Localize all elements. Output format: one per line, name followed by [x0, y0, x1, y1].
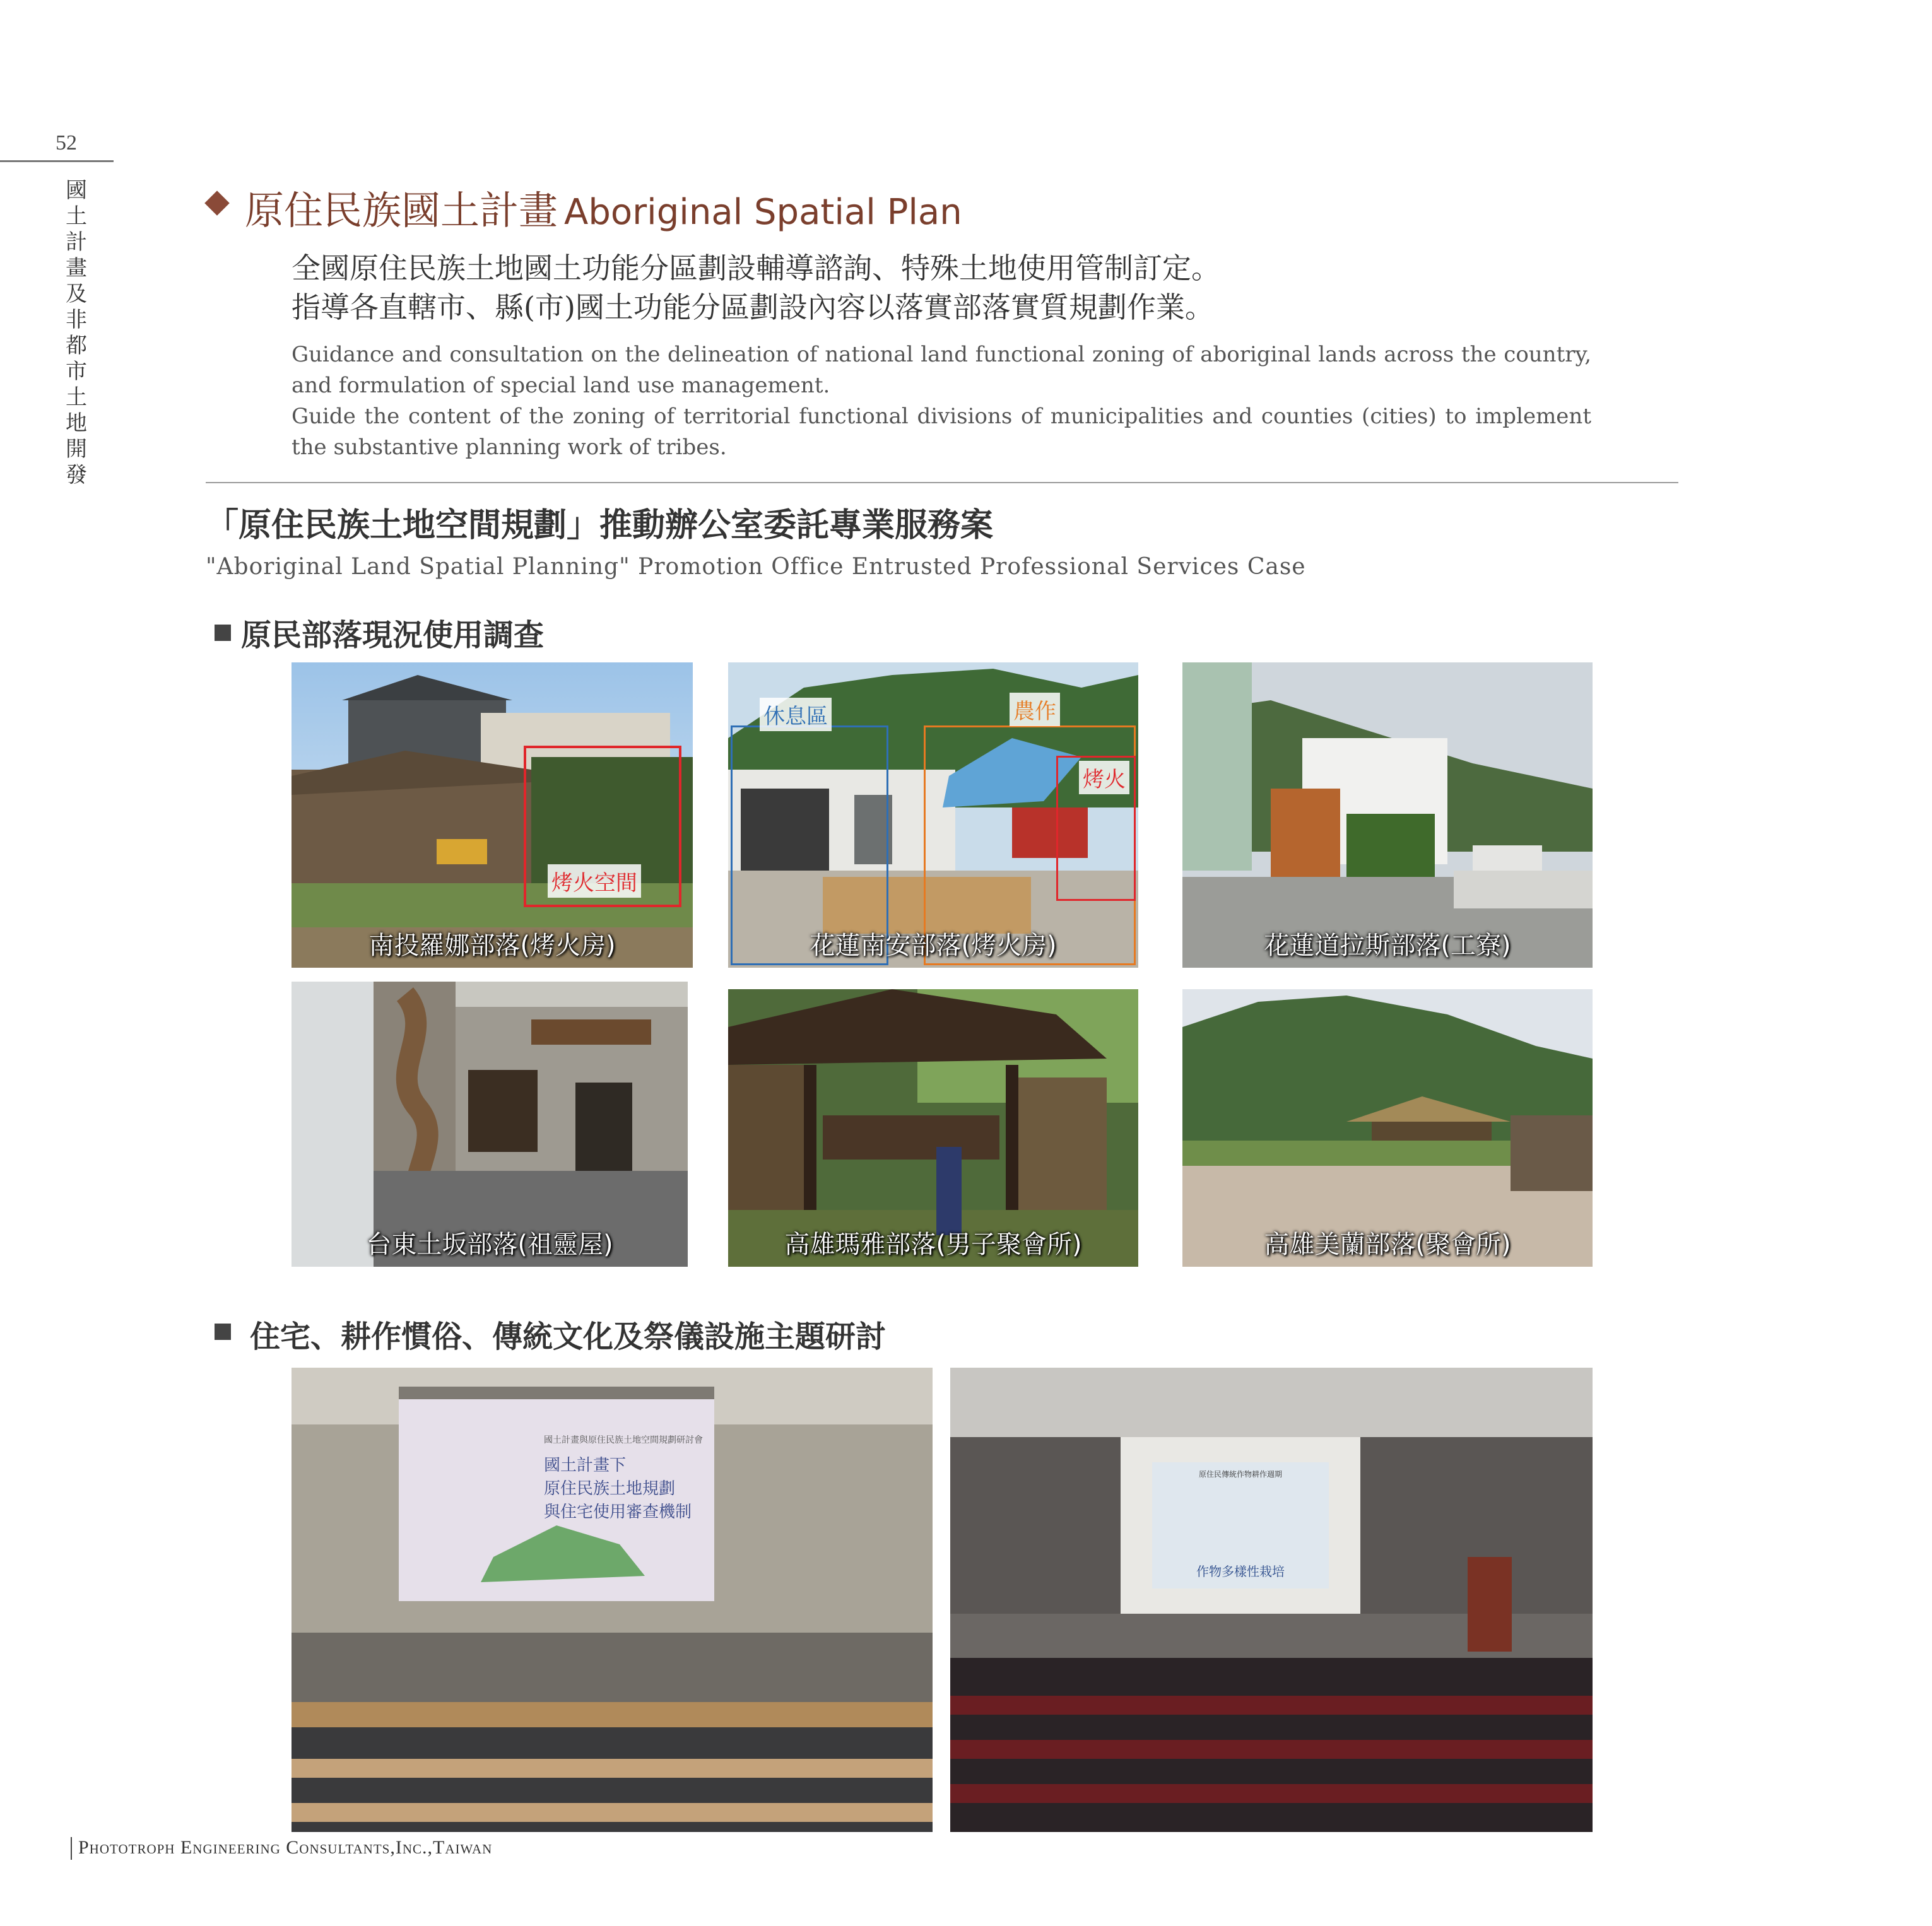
photo-seminar-panel	[292, 1368, 933, 1832]
projected-slide-text-right	[1152, 1469, 1329, 1580]
seminar-heading: 住宅、耕作慣俗、傳統文化及祭儀設施主題研討	[250, 1319, 886, 1354]
square-bullet-icon	[215, 625, 231, 641]
photo-nantou-luona	[292, 662, 693, 968]
photo-caption: 花蓮道拉斯部落(工寮)	[1264, 931, 1511, 960]
square-bullet-icon	[215, 1324, 231, 1340]
photo-taitung-tuban	[292, 982, 688, 1267]
tag-fire: 烤火	[1079, 761, 1129, 794]
intro-english	[292, 339, 1591, 463]
slide-line3: 與住宅使用審查機制	[544, 1503, 692, 1522]
photo-seminar-lecture	[950, 1368, 1593, 1832]
slide-right-bottom-text: 作物多樣性栽培	[1196, 1564, 1285, 1579]
slide-small-title: 國土計畫與原住民族土地空間規劃研討會	[544, 1435, 703, 1445]
photo-caption: 高雄瑪雅部落(男子聚會所)	[784, 1230, 1082, 1259]
case-title-zh: 「原住民族土地空間規劃」推動辦公室委託專業服務案	[206, 506, 994, 544]
photo-caption: 花蓮南安部落(烤火房)	[810, 931, 1057, 960]
section-title-zh: 原住民族國土計畫	[245, 187, 558, 233]
tag-farming: 農作	[1010, 693, 1060, 726]
footer-company: Phototroph Engineering Consultants,Inc.,Taiwan	[78, 1837, 493, 1858]
slide-line1: 國土計畫下	[544, 1456, 627, 1475]
slide-right-small-title: 原住民傳統作物耕作週期	[1198, 1470, 1282, 1479]
section-divider	[206, 482, 1678, 483]
projected-slide-text	[544, 1433, 746, 1522]
intro-zh-line1: 全國原住民族土地國土功能分區劃設輔導諮詢、特殊土地使用管制訂定。	[292, 251, 1220, 285]
section-title-en: Aboriginal Spatial Plan	[564, 192, 962, 233]
page-number: 52	[56, 131, 77, 155]
photo-kaohsiung-meilan	[1182, 989, 1593, 1267]
photo-caption: 高雄美蘭部落(聚會所)	[1264, 1230, 1511, 1259]
photo-hualien-daolasi-image	[1182, 662, 1593, 968]
slide-line2: 原住民族土地規劃	[544, 1479, 676, 1498]
case-title-en: "Aboriginal Land Spatial Planning" Promotion Office Entrusted Professional Services Case	[206, 554, 1306, 580]
photo-hualien-nanan	[728, 662, 1138, 968]
photo-caption: 南投羅娜部落(烤火房)	[368, 931, 616, 960]
photo-seminar-lecture-image	[950, 1368, 1593, 1832]
photo-hualien-daolasi	[1182, 662, 1593, 968]
intro-en-para1: Guidance and consultation on the delineation of national land functional zoning of aboriginal lands across the country, and formulation of special land use management.	[292, 342, 1591, 398]
footer-bar	[71, 1837, 72, 1860]
intro-en-para2: Guide the content of the zoning of territorial functional divisions of municipalities and counties (cities) to implement the substantive planning work of tribes.	[292, 404, 1591, 460]
photo-kaohsiung-maya	[728, 989, 1138, 1267]
diamond-bullet-icon	[204, 191, 230, 216]
intro-chinese	[292, 249, 1220, 327]
tag-fire-space: 烤火空間	[548, 864, 641, 898]
photo-caption: 台東土坂部落(祖靈屋)	[366, 1230, 613, 1259]
page-number-rule	[0, 160, 114, 162]
intro-zh-line2: 指導各直轄市、縣(市)國土功能分區劃設內容以落實部落實質規劃作業。	[292, 290, 1214, 324]
tag-rest-area: 休息區	[760, 698, 832, 731]
survey-heading: 原民部落現況使用調查	[241, 618, 545, 653]
section-title	[245, 179, 962, 235]
side-chapter-title: 國土計畫及非都市土地開發	[66, 178, 87, 488]
